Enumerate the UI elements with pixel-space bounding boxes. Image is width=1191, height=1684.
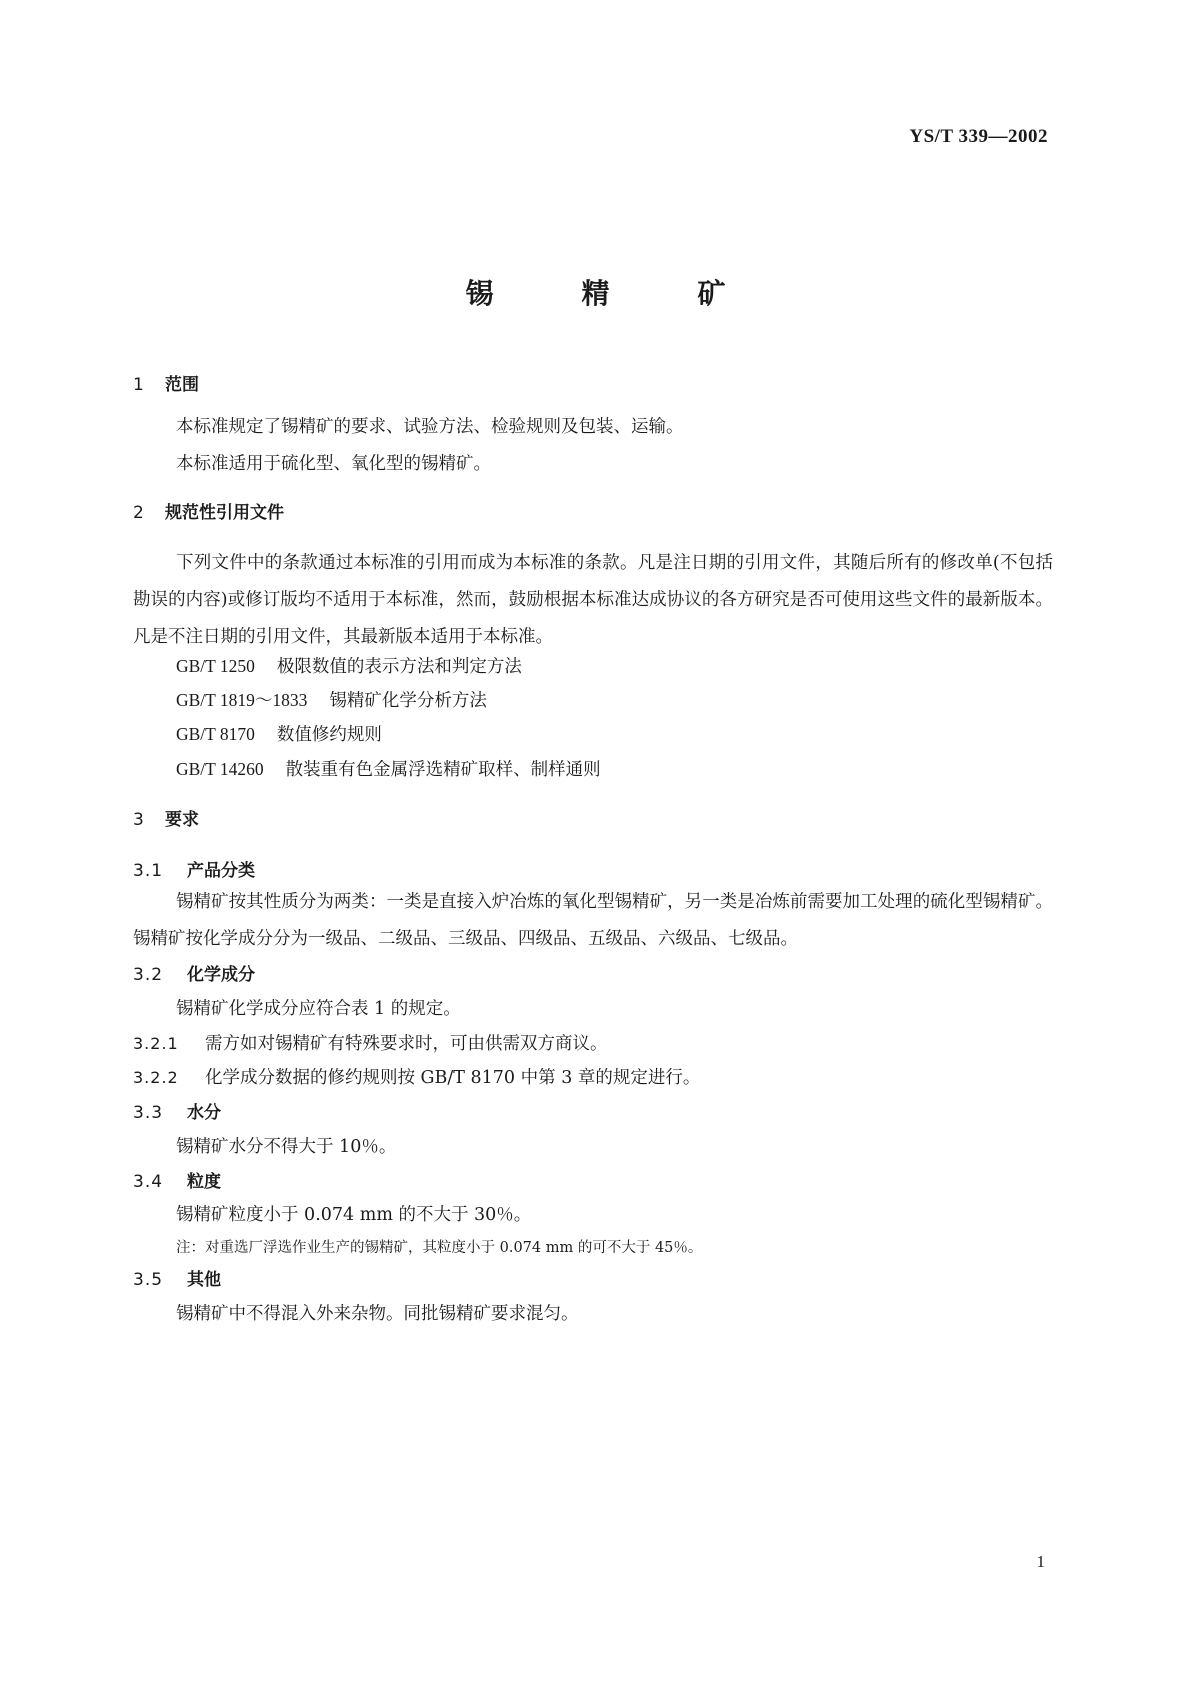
section-number: 2 xyxy=(133,503,144,523)
standard-code: YS/T 339—2002 xyxy=(909,126,1048,147)
references-intro-paragraph: 下列文件中的条款通过本标准的引用而成为本标准的条款。凡是注日期的引用文件，其随后所有的修改单(不包括勘误的内容)或修订版均不适用于本标准，然而，鼓励根据本标准达成协议的各方研究是否可使用这些文件的最新版本。凡是不注日期的引用文件，其最新版本适用于本标准。 xyxy=(133,553,1053,647)
reference-name: 锡精矿化学分析方法 xyxy=(329,691,487,711)
title-char-3: 矿 xyxy=(697,277,726,310)
reference-item xyxy=(176,653,522,678)
subsection-3-4-heading xyxy=(133,1167,221,1192)
clause-3-2-2 xyxy=(133,1064,700,1089)
paragraph: 本标准适用于硫化型、氧化型的锡精矿。 xyxy=(176,454,491,474)
title-char-2: 精 xyxy=(581,277,610,310)
subsection-3-3-heading xyxy=(133,1098,221,1123)
subsection-number: 3.1 xyxy=(133,861,164,881)
clause-text: 化学成分数据的修约规则按 GB/T 8170 中第 3 章的规定进行。 xyxy=(205,1068,701,1088)
subsection-number: 3.4 xyxy=(133,1172,164,1192)
section-number: 3 xyxy=(133,810,144,830)
reference-code: GB/T 1819～1833 xyxy=(176,690,308,710)
reference-item xyxy=(176,756,601,781)
subsection-number: 3.2 xyxy=(133,965,164,985)
section-title: 要求 xyxy=(165,810,199,830)
paragraph: 本标准规定了锡精矿的要求、试验方法、检验规则及包装、运输。 xyxy=(176,417,684,437)
reference-item xyxy=(176,687,487,712)
section-3-heading xyxy=(133,805,199,830)
section-1-heading xyxy=(133,370,199,395)
subsection-3-1-heading xyxy=(133,856,255,881)
reference-code: GB/T 14260 xyxy=(176,759,264,779)
paragraph: 锡精矿水分不得大于 10％。 xyxy=(176,1137,397,1157)
subsection-title: 粒度 xyxy=(187,1172,221,1192)
document-title xyxy=(0,272,1191,312)
paragraph: 锡精矿化学成分应符合表 1 的规定。 xyxy=(176,999,461,1019)
clause-text: 需方如对锡精矿有特殊要求时，可由供需双方商议。 xyxy=(205,1034,608,1054)
subsection-3-2-heading xyxy=(133,960,255,985)
clause-number: 3.2.1 xyxy=(133,1034,179,1053)
section-title: 范围 xyxy=(165,375,199,395)
section-title: 规范性引用文件 xyxy=(165,503,284,523)
page-number: 1 xyxy=(1036,1552,1045,1571)
title-char-1: 锡 xyxy=(465,277,494,310)
section-2-heading xyxy=(133,498,284,523)
subsection-title: 化学成分 xyxy=(187,965,255,985)
subsection-title: 产品分类 xyxy=(187,861,255,881)
section-number: 1 xyxy=(133,375,144,395)
reference-code: GB/T 1250 xyxy=(176,656,255,676)
paragraph: 锡精矿粒度小于 0.074 mm 的不大于 30％。 xyxy=(176,1205,532,1225)
reference-name: 散装重有色金属浮选精矿取样、制样通则 xyxy=(285,760,601,780)
subsection-number: 3.5 xyxy=(133,1270,164,1290)
reference-name: 数值修约规则 xyxy=(276,725,382,745)
paragraph: 锡精矿按其性质分为两类：一类是直接入炉冶炼的氧化型锡精矿，另一类是冶炼前需要加工处理的硫化型锡精矿。锡精矿按化学成分分为一级品、二级品、三级品、四级品、五级品、六级品、七级品。 xyxy=(133,892,1053,949)
subsection-3-5-heading xyxy=(133,1265,221,1290)
subsection-number: 3.3 xyxy=(133,1103,164,1123)
reference-name: 极限数值的表示方法和判定方法 xyxy=(276,657,522,677)
subsection-title: 其他 xyxy=(187,1270,221,1290)
clause-number: 3.2.2 xyxy=(133,1068,179,1087)
paragraph: 锡精矿中不得混入外来杂物。同批锡精矿要求混匀。 xyxy=(176,1304,579,1324)
subsection-title: 水分 xyxy=(187,1103,221,1123)
note: 注：对重选厂浮选作业生产的锡精矿，其粒度小于 0.074 mm 的可不大于 45％。 xyxy=(176,1240,703,1256)
clause-3-2-1 xyxy=(133,1030,608,1055)
reference-code: GB/T 8170 xyxy=(176,724,255,744)
reference-item xyxy=(176,721,382,746)
